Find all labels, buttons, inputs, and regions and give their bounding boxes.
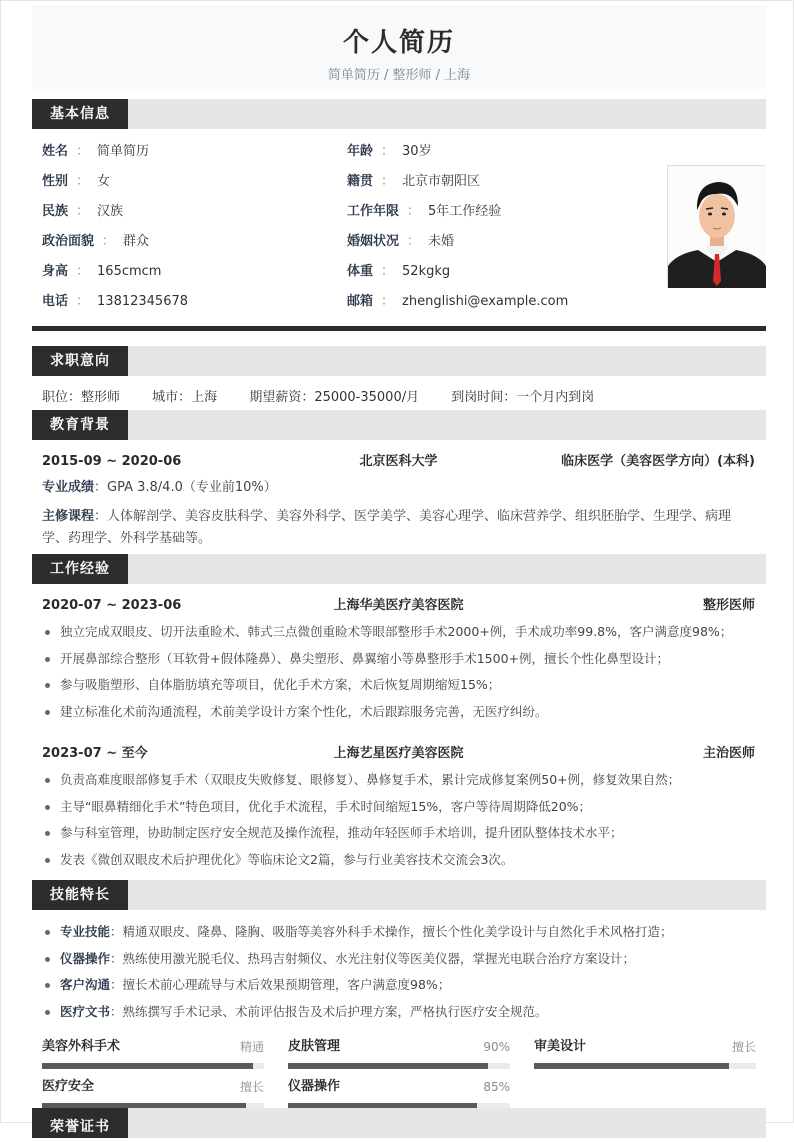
intent-city: 城市：上海 bbox=[152, 390, 218, 405]
education-courses: 主修课程：人体解剖学、美容皮肤科学、美容外科学、医学美学、美容心理学、临床营养学、组织胚胎学、生理学、病理学、药理学、外科学基础等。 bbox=[42, 509, 732, 546]
skill-bar-track bbox=[42, 1063, 264, 1069]
page-subtitle: 简单简历 / 整形师 / 上海 bbox=[327, 68, 471, 83]
section-title: 基本信息 bbox=[32, 99, 128, 129]
skill-bar: 医疗安全 擅长 bbox=[42, 1078, 264, 1118]
work-entry-header bbox=[42, 597, 755, 615]
work-role: 主治医师 bbox=[702, 746, 755, 761]
info-ethnicity: 民族 ： 汉族 bbox=[42, 204, 124, 219]
list-item: 开展鼻部综合整形（耳软骨+假体隆鼻）、鼻尖塑形、鼻翼缩小等鼻整形手术1500+例，擅长个性化鼻型设计； bbox=[42, 646, 762, 673]
education-entry bbox=[42, 453, 755, 471]
info-political: 政治面貌 ： 群众 bbox=[42, 234, 150, 249]
section-title: 求职意向 bbox=[32, 346, 128, 376]
list-item: 发表《微创双眼皮术后护理优化》等临床论文2篇，参与行业美容技术交流会3次。 bbox=[42, 847, 762, 874]
work-entry-header bbox=[42, 745, 755, 763]
skills-list bbox=[42, 919, 762, 1025]
info-hometown: 籍贯 ： 北京市朝阳区 bbox=[347, 174, 481, 189]
section-title: 教育背景 bbox=[32, 410, 128, 440]
work-company: 上海华美医疗美容医院 bbox=[333, 598, 464, 613]
info-age: 年龄 ： 30岁 bbox=[347, 144, 432, 159]
section-header-honors bbox=[32, 1108, 766, 1138]
skill-bar: 审美设计 擅长 bbox=[534, 1038, 756, 1078]
info-gender: 性别 ： 女 bbox=[42, 174, 111, 189]
education-major: 临床医学（美容医学方向）(本科) bbox=[561, 454, 755, 469]
list-item: 参与科室管理，协助制定医疗安全规范及操作流程，推动年轻医师手术培训，提升团队整体技术水平； bbox=[42, 820, 762, 847]
info-work-years: 工作年限 ： 5年工作经验 bbox=[347, 204, 502, 219]
list-item: 客户沟通：擅长术前心理疏导与术后效果预期管理，客户满意度98%； bbox=[42, 972, 762, 999]
section-title: 技能特长 bbox=[32, 880, 128, 910]
skill-bar: 皮肤管理 90% bbox=[288, 1038, 510, 1078]
intent-salary: 期望薪资：25000-35000/月 bbox=[249, 390, 420, 405]
education-school: 北京医科大学 bbox=[359, 454, 438, 469]
skill-bar: 仪器操作 85% bbox=[288, 1078, 510, 1118]
list-item: 负责高难度眼部修复手术（双眼皮失败修复、眼修复）、鼻修复手术，累计完成修复案例50+例，修复效果自然； bbox=[42, 767, 762, 794]
work-period: 2020-07 ~ 2023-06 bbox=[42, 598, 182, 613]
page-title: 个人简历 bbox=[342, 28, 455, 58]
list-item: 主导“眼鼻精细化手术”特色项目，优化手术流程，手术时间缩短15%，客户等待周期降低20%； bbox=[42, 794, 762, 821]
section-header-education bbox=[32, 410, 766, 440]
list-item: 专业技能：精通双眼皮、隆鼻、隆胸、吸脂等美容外科手术操作，擅长个性化美学设计与自然化手术风格打造； bbox=[42, 919, 762, 946]
list-item: 建立标准化术前沟通流程，术前美学设计方案个性化，术后跟踪服务完善，无医疗纠纷。 bbox=[42, 699, 762, 726]
list-item: 医疗文书：熟练撰写手术记录、术前评估报告及术后护理方案，严格执行医疗安全规范。 bbox=[42, 999, 762, 1026]
section-title: 工作经验 bbox=[32, 554, 128, 584]
avatar-illustration-icon bbox=[668, 166, 766, 288]
avatar bbox=[667, 165, 765, 287]
work-role: 整形医师 bbox=[702, 598, 755, 613]
education-period: 2015-09 ~ 2020-06 bbox=[42, 454, 182, 469]
info-email: 邮箱 ： zhenglishi@example.com bbox=[347, 294, 569, 309]
resume-header bbox=[32, 5, 766, 89]
list-item: 独立完成双眼皮、切开法重睑术、韩式三点微创重睑术等眼部整形手术2000+例，手术成功率99.8%，客户满意度98%； bbox=[42, 619, 762, 646]
info-name: 姓名 ： 简单简历 bbox=[42, 144, 150, 159]
section-header-work bbox=[32, 554, 766, 584]
info-weight: 体重 ： 52kgkg bbox=[347, 264, 451, 279]
section-header-skills bbox=[32, 880, 766, 910]
section-divider bbox=[32, 326, 766, 331]
skill-bar-fill bbox=[42, 1063, 253, 1069]
list-item: 仪器操作：熟练使用激光脱毛仪、热玛吉射频仪、水光注射仪等医美仪器，掌握光电联合治疗方案设计； bbox=[42, 946, 762, 973]
work-duties-list bbox=[42, 619, 762, 725]
info-marital: 婚姻状况 ： 未婚 bbox=[347, 234, 455, 249]
section-header-intent bbox=[32, 346, 766, 376]
skill-bar-fill bbox=[534, 1063, 729, 1069]
list-item: 参与吸脂塑形、自体脂肪填充等项目，优化手术方案，术后恢复周期缩短15%； bbox=[42, 672, 762, 699]
info-height: 身高 ： 165cmcm bbox=[42, 264, 162, 279]
info-phone: 电话 ： 13812345678 bbox=[42, 294, 189, 309]
section-title: 荣誉证书 bbox=[32, 1108, 128, 1138]
work-company: 上海艺星医疗美容医院 bbox=[333, 746, 464, 761]
section-header-basic bbox=[32, 99, 766, 129]
work-period: 2023-07 ~ 至今 bbox=[42, 746, 148, 761]
skill-bar: 美容外科手术 精通 bbox=[42, 1038, 264, 1078]
skill-bar-track bbox=[534, 1063, 756, 1069]
intent-arrival: 到岗时间：一个月内到岗 bbox=[451, 390, 595, 405]
education-gpa: 专业成绩：GPA 3.8/4.0（专业前10%） bbox=[42, 480, 277, 495]
skill-bar-track bbox=[288, 1063, 510, 1069]
job-intent-row bbox=[42, 389, 622, 407]
intent-position: 职位：整形师 bbox=[42, 390, 121, 405]
work-duties-list bbox=[42, 767, 762, 873]
skill-bar-fill bbox=[288, 1063, 488, 1069]
